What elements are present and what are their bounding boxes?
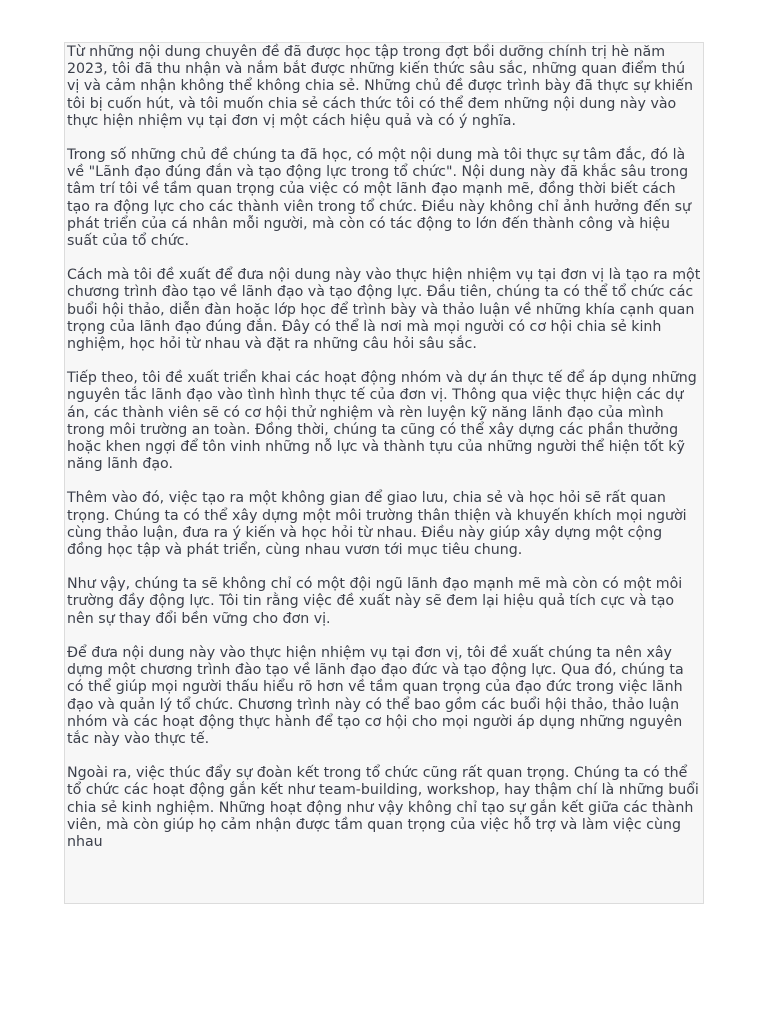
paragraph-7: Để đưa nội dung này vào thực hiện nhiệm vụ tại đơn vị, tôi đề xuất chúng ta nên xây dựng một chương trình đào tạo về lãnh đạo đạo đức và tạo động lực. Qua đó, chúng ta có thể giúp mọi người thấu hiểu rõ hơn về tầm quan trọng của đạo đức trong việc lãnh đạo và quản lý tổ chức. Chương trình này có thể bao gồm các buổi hội thảo, thảo luận nhóm và các hoạt động thực hành để tạo cơ hội cho mọi người áp dụng những nguyên tắc này vào thực tế.	[67, 644, 684, 747]
paragraph-8: Ngoài ra, việc thúc đẩy sự đoàn kết trong tổ chức cũng rất quan trọng. Chúng ta có thể tổ chức các hoạt động gắn kết như team-building, workshop, hay thậm chí là những buổi chia sẻ kinh nghiệm. Những hoạt động như vậy không chỉ tạo sự gắn kết giữa các thành viên, mà còn giúp họ cảm nhận được tầm quan trọng của việc hỗ trợ và làm việc cùng nhau	[67, 765, 699, 850]
paragraph-5: Thêm vào đó, việc tạo ra một không gian để giao lưu, chia sẻ và học hỏi sẽ rất quan trọng. Chúng ta có thể xây dựng một môi trường thân thiện và khuyến khích mọi người cùng thảo luận, đưa ra ý kiến và học hỏi từ nhau. Điều này giúp xây dựng một cộng đồng học tập và phát triển, cùng nhau vươn tới mục tiêu chung.	[67, 490, 687, 559]
paragraph-1: Từ những nội dung chuyên đề đã được học tập trong đợt bồi dưỡng chính trị hè năm 2023, tôi đã thu nhận và nắm bắt được những kiến thức sâu sắc, những quan điểm thú vị và cảm nhận không thể không chia sẻ. Những chủ đề được trình bày đã thực sự khiến tôi bị cuốn hút, và tôi muốn chia sẻ cách thức tôi có thể đem những nội dung này vào thực hiện nhiệm vụ tại đơn vị một cách hiệu quả và có ý nghĩa.	[67, 44, 694, 129]
document-text-area[interactable]	[64, 42, 704, 904]
paragraph-6: Như vậy, chúng ta sẽ không chỉ có một đội ngũ lãnh đạo mạnh mẽ mà còn có một môi trường đầy động lực. Tôi tin rằng việc đề xuất này sẽ đem lại hiệu quả tích cực và tạo nên sự thay đổi bền vững cho đơn vị.	[67, 576, 683, 627]
paragraph-3: Cách mà tôi đề xuất để đưa nội dung này vào thực hiện nhiệm vụ tại đơn vị là tạo ra một chương trình đào tạo về lãnh đạo và tạo động lực. Đầu tiên, chúng ta có thể tổ chức các buổi hội thảo, diễn đàn hoặc lớp học để trình bày và thảo luận về những khía cạnh quan trọng của lãnh đạo đúng đắn. Đây có thể là nơi mà mọi người có cơ hội chia sẻ kinh nghiệm, học hỏi từ nhau và đặt ra những câu hỏi sâu sắc.	[67, 267, 701, 353]
paragraph-2: Trong số những chủ đề chúng ta đã học, có một nội dung mà tôi thực sự tâm đắc, đó là về "Lãnh đạo đúng đắn và tạo động lực trong tổ chức". Nội dung này đã khắc sâu trong tâm trí tôi về tầm quan trọng của việc có một lãnh đạo mạnh mẽ, đồng thời biết cách tạo ra động lực cho các thành viên trong tổ chức. Điều này không chỉ ảnh hưởng đến sự phát triển của cá nhân mỗi người, mà còn có tác động to lớn đến thành công và hiệu suất của tổ chức.	[67, 147, 692, 250]
paragraph-4: Tiếp theo, tôi đề xuất triển khai các hoạt động nhóm và dự án thực tế để áp dụng những nguyên tắc lãnh đạo vào tình hình thực tế của đơn vị. Thông qua việc thực hiện các dự án, các thành viên sẽ có cơ hội thử nghiệm và rèn luyện kỹ năng lãnh đạo của mình trong môi trường an toàn. Đồng thời, chúng ta cũng có thể xây dựng các phần thưởng hoặc khen ngợi để tôn vinh những nỗ lực và thành tựu của những người thể hiện tốt kỹ năng lãnh đạo.	[67, 370, 697, 473]
